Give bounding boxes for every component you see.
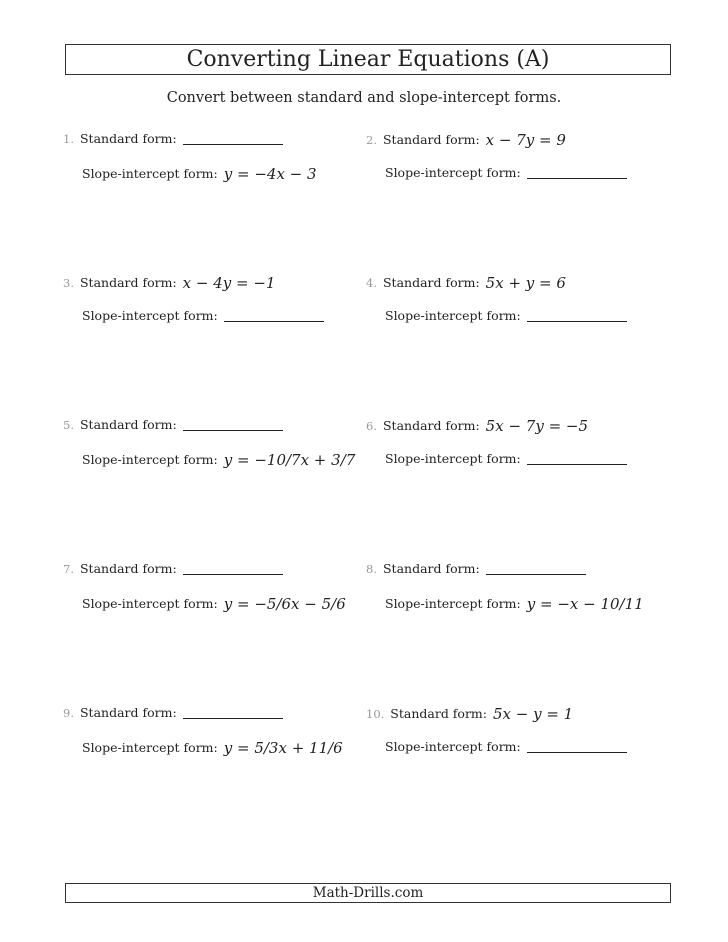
slope-intercept-equation: y = −4x − 3 [223, 165, 317, 183]
answer-blank[interactable] [527, 178, 627, 179]
page-title: Converting Linear Equations (A) [186, 47, 550, 72]
answer-blank[interactable] [486, 574, 586, 575]
slope-intercept-form-label: Slope-intercept form: [385, 165, 521, 180]
problem-number: 4. [366, 275, 377, 290]
problem-7-slope-row [82, 597, 346, 612]
problem-number: 2. [366, 132, 377, 147]
problem-9-slope-row [82, 741, 343, 756]
slope-intercept-form-label: Slope-intercept form: [82, 740, 218, 756]
slope-intercept-form-label: Slope-intercept form: [385, 308, 521, 323]
problem-6-slope-row [385, 453, 627, 466]
problem-10-slope-row [385, 741, 627, 754]
answer-blank[interactable] [527, 464, 627, 465]
standard-form-label: Standard form: [79, 417, 177, 432]
instructions: Convert between standard and slope-intercept forms. [166, 90, 562, 106]
problem-9-standard-row [63, 707, 283, 720]
answer-blank[interactable] [183, 574, 283, 575]
problem-5-standard-row [63, 419, 283, 432]
slope-intercept-equation: y = −10/7x + 3/7 [223, 451, 356, 469]
title-box [65, 44, 671, 75]
answer-blank[interactable] [527, 752, 627, 753]
standard-form-equation: 5x − y = 1 [492, 705, 574, 723]
answer-blank[interactable] [183, 144, 283, 145]
problem-4-standard-row [366, 276, 566, 291]
problem-4-slope-row [385, 310, 627, 323]
standard-form-label: Standard form: [79, 131, 177, 146]
slope-intercept-equation: y = 5/3x + 11/6 [223, 739, 343, 757]
standard-form-label: Standard form: [382, 132, 480, 148]
footer-site: Math-Drills.com [312, 885, 424, 901]
problem-5-slope-row [82, 453, 355, 468]
problem-10-standard-row [366, 707, 573, 722]
standard-form-equation: 5x + y = 6 [485, 274, 566, 292]
answer-blank[interactable] [527, 321, 627, 322]
slope-intercept-form-label: Slope-intercept form: [385, 596, 521, 612]
problem-number: 10. [366, 706, 385, 721]
answer-blank[interactable] [183, 430, 283, 431]
problem-1-slope-row [82, 167, 317, 182]
standard-form-label: Standard form: [382, 561, 480, 576]
problem-8-standard-row [366, 563, 586, 576]
problem-number: 9. [63, 705, 74, 720]
slope-intercept-form-label: Slope-intercept form: [82, 166, 218, 182]
problem-3-slope-row [82, 310, 324, 323]
problem-number: 5. [63, 417, 74, 432]
standard-form-label: Standard form: [382, 275, 480, 291]
slope-intercept-form-label: Slope-intercept form: [82, 452, 218, 468]
problem-6-standard-row [366, 419, 588, 434]
slope-intercept-form-label: Slope-intercept form: [385, 739, 521, 754]
slope-intercept-form-label: Slope-intercept form: [82, 308, 218, 323]
answer-blank[interactable] [224, 321, 324, 322]
slope-intercept-form-label: Slope-intercept form: [385, 451, 521, 466]
standard-form-equation: 5x − 7y = −5 [485, 417, 589, 435]
standard-form-label: Standard form: [390, 706, 487, 722]
slope-intercept-equation: y = −x − 10/11 [526, 595, 644, 613]
problem-8-slope-row [385, 597, 644, 612]
slope-intercept-form-label: Slope-intercept form: [82, 596, 218, 612]
problem-number: 6. [366, 418, 377, 433]
footer-box [65, 883, 671, 903]
standard-form-label: Standard form: [79, 561, 177, 576]
problem-number: 7. [63, 561, 74, 576]
problem-2-slope-row [385, 167, 627, 180]
problem-1-standard-row [63, 133, 283, 146]
problem-number: 1. [63, 131, 74, 146]
standard-form-label: Standard form: [79, 275, 177, 291]
standard-form-equation: x − 4y = −1 [182, 274, 276, 292]
problem-7-standard-row [63, 563, 283, 576]
problem-2-standard-row [366, 133, 566, 148]
problem-number: 3. [63, 275, 74, 290]
answer-blank[interactable] [183, 718, 283, 719]
standard-form-equation: x − 7y = 9 [485, 131, 566, 149]
problem-number: 8. [366, 561, 377, 576]
standard-form-label: Standard form: [79, 705, 177, 720]
problem-3-standard-row [63, 276, 275, 291]
slope-intercept-equation: y = −5/6x − 5/6 [223, 595, 346, 613]
standard-form-label: Standard form: [382, 418, 480, 434]
